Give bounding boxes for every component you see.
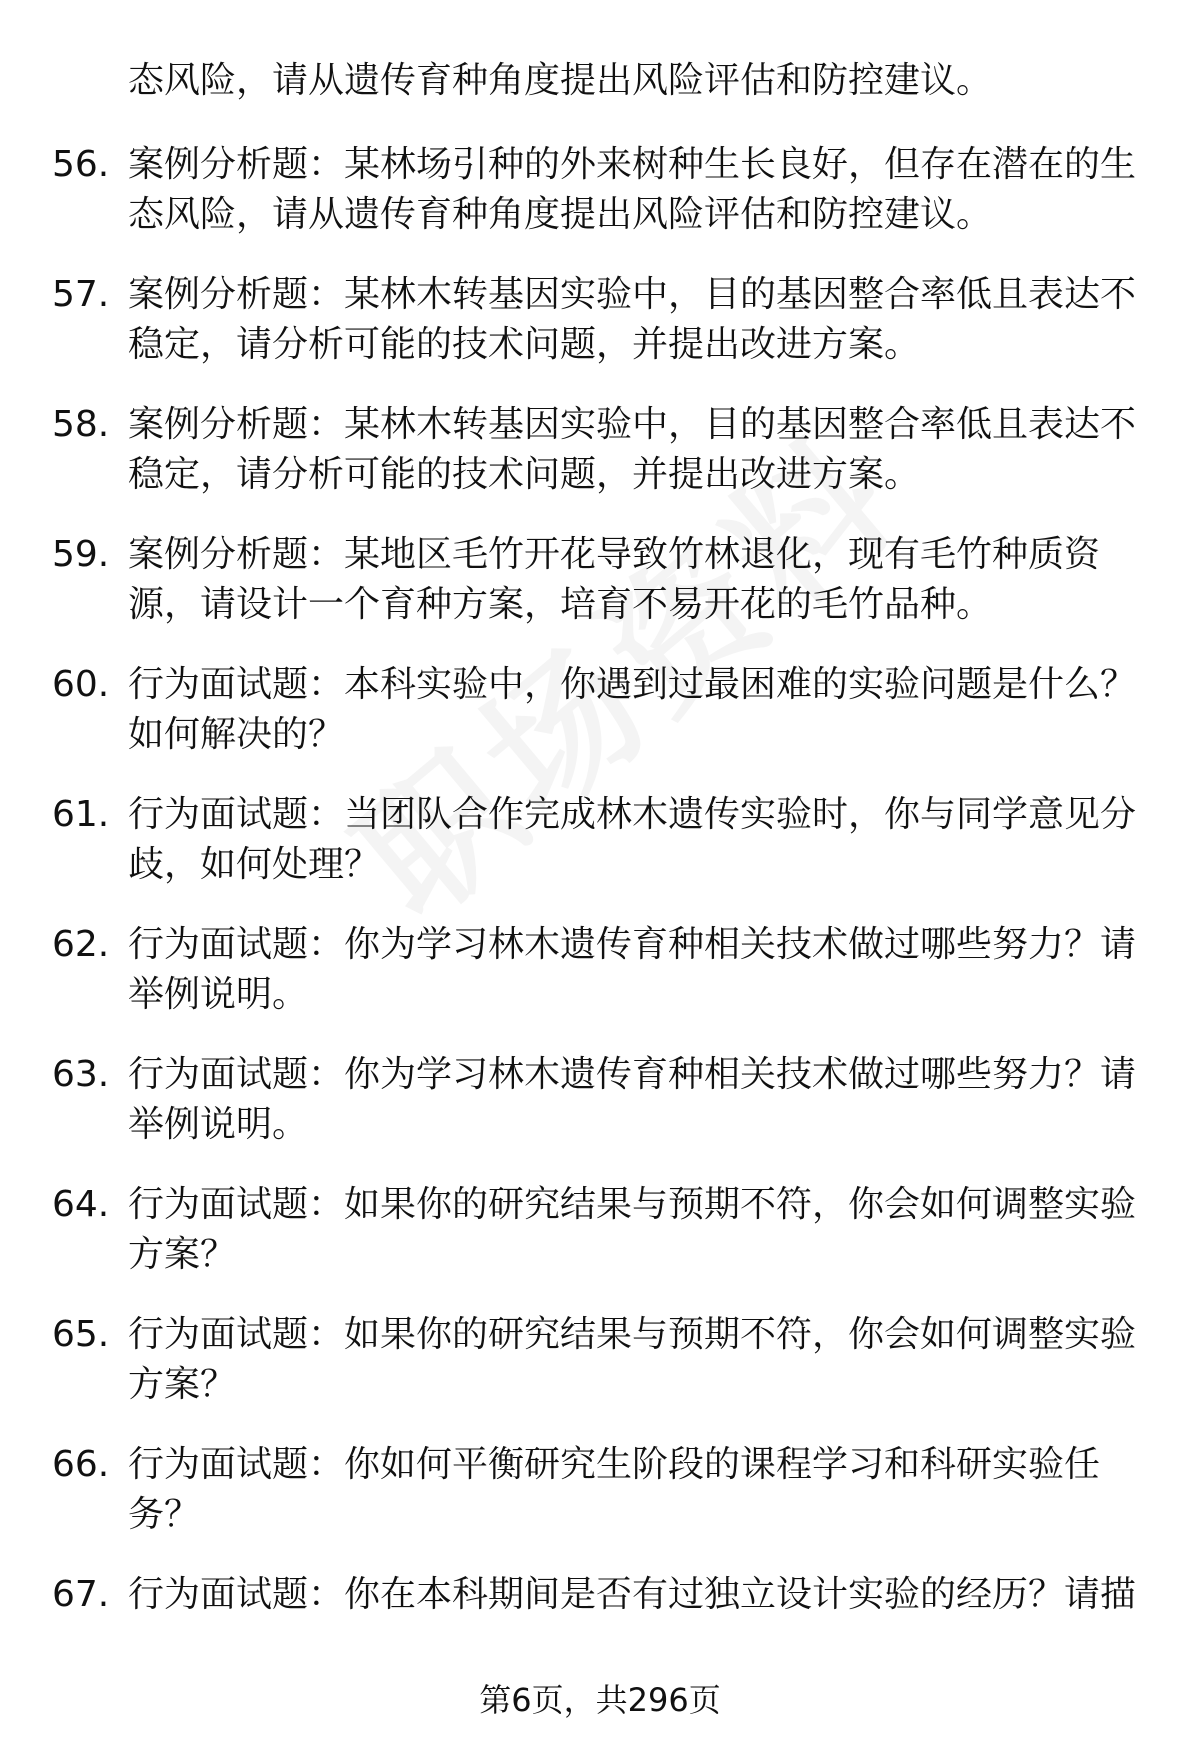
question-text: 行为面试题：你为学习林木遗传育种相关技术做过哪些努力？请举例说明。 [128,1054,1137,1145]
question-text: 行为面试题：当团队合作完成林木遗传实验时，你与同学意见分歧，如何处理？ [128,794,1137,885]
question-text: 案例分析题：某林木转基因实验中，目的基因整合率低且表达不稳定，请分析可能的技术问题，并提出改进方案。 [128,404,1137,495]
question-number: 58. [52,404,110,445]
question-text: 行为面试题：本科实验中，你遇到过最困难的实验问题是什么？如何解决的？ [128,664,1137,755]
question-number: 59. [52,534,110,575]
question-number: 63. [52,1054,110,1095]
question-number: 66. [52,1444,110,1485]
question-list [0,140,1200,1700]
question-text: 行为面试题：你如何平衡研究生阶段的课程学习和科研实验任务？ [128,1444,1101,1535]
question-number: 61. [52,794,110,835]
question-number: 56. [52,144,110,185]
question-text: 案例分析题：某林木转基因实验中，目的基因整合率低且表达不稳定，请分析可能的技术问题，并提出改进方案。 [128,274,1137,365]
question-text: 案例分析题：某地区毛竹开花导致竹林退化，现有毛竹种质资源，请设计一个育种方案，培育不易开花的毛竹品种。 [128,534,1101,625]
question-number: 60. [52,664,110,705]
list-item [0,1310,1200,1440]
question-number: 57. [52,274,110,315]
question-number: 62. [52,924,110,965]
list-item [0,530,1200,660]
list-item [0,400,1200,530]
page-footer: 第6页，共296页 [479,1681,721,1719]
question-text: 行为面试题：你为学习林木遗传育种相关技术做过哪些努力？请举例说明。 [128,924,1137,1015]
question-text: 行为面试题：如果你的研究结果与预期不符，你会如何调整实验方案？ [128,1184,1137,1275]
question-text: 行为面试题：如果你的研究结果与预期不符，你会如何调整实验方案？ [128,1314,1137,1405]
list-item [0,1050,1200,1180]
question-text: 案例分析题：某林场引种的外来树种生长良好，但存在潜在的生态风险，请从遗传育种角度提出风险评估和防控建议。 [128,144,1137,235]
list-item [0,1180,1200,1310]
question-number: 67. [52,1574,110,1615]
question-number: 64. [52,1184,110,1225]
continuation-text: 态风险，请从遗传育种角度提出风险评估和防控建议。 [128,60,993,101]
list-item [0,1440,1200,1570]
list-item [0,270,1200,400]
question-text: 行为面试题：你在本科期间是否有过独立设计实验的经历？请描 [128,1574,1137,1615]
list-item [0,660,1200,790]
list-item [0,140,1200,270]
list-item [0,920,1200,1050]
list-item [0,790,1200,920]
question-number: 65. [52,1314,110,1355]
